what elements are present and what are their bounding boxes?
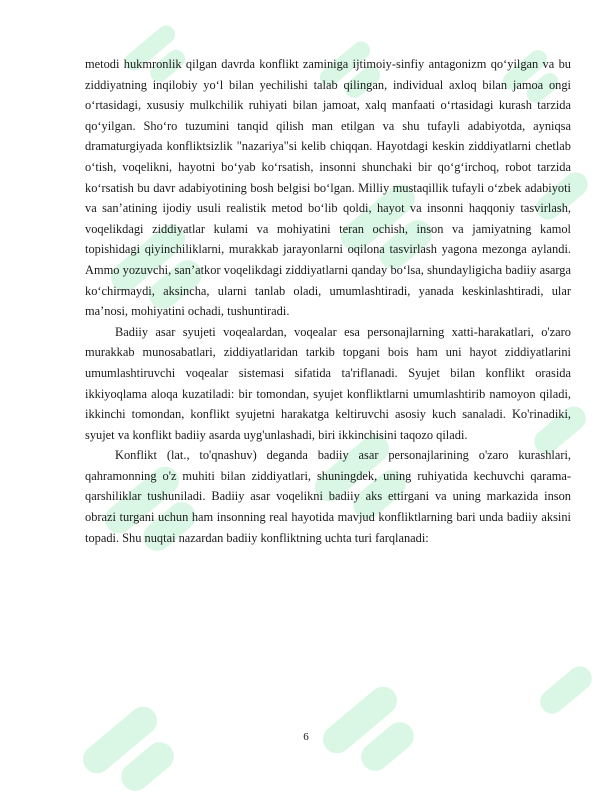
body-text [85, 54, 571, 548]
page-number: 6 [303, 731, 309, 743]
paragraph-continuation: metodi hukmronlik qilgan davrda konflikt zaminiga ijtimoiy-sinfiy antagonizm qo‘yilgan va bu ziddiyatning inqilobiy yo‘l bilan yechilishi talab qilingan, individual axloq bilan jamoa ongi o‘rtasidagi, xususiy mulkchilik ruhiyati bilan jamoat, xalq manfaati o‘rtasidagi kurash tarzida qo‘yilgan. Sho‘ro tuzumini tanqid qilish man etilgan va shu tufayli adabiyotda, ayniqsa dramaturgiyada konfliktsizlik "nazariya"si kelib chiqqan. Hayotdagi keskin ziddiyatlarni chetlab o‘tish, voqelikni, hayotni bo‘yab ko‘rsatish, insonni shunchaki bir qo‘g‘irchoq, robot tarzida ko‘rsatish bu davr adabiyotining bosh belgisi bo‘lgan. Milliy mustaqillik tufayli o‘zbek adabiyoti va san’atining ijodiy usuli realistik metod bo‘lib qoldi, hayot va insonni haqqoniy tasvirlash, voqelikdagi ziddiyatlar kulami va mohiyatini teran ochish, inson va jamiyatning kamol topishidagi qiyinchiliklarni, murakkab jarayonlarni oqilona tasvirlash yagona mezonga aylandi. Ammo yozuvchi, san’atkor voqelikdagi ziddiyatlarni qanday bo‘lsa, shundayligicha badiiy asarga ko‘chirmaydi, aksincha, ularni tanlab oladi, umumlashtiradi, yanada keskinlashtiradi, ular ma’nosi, mohiyatini ochadi, tushuntiradi. [85, 57, 571, 319]
paragraph-syujet: Badiiy asar syujeti voqealardan, voqealar esa personajlarning xatti-harakatlari, o'zaro murakkab munosabatlari, ziddiyatlaridan tarkib topgani bois ham uni hayot ziddiyatlarini umumlashtiruvchi voqealar sistemasi sifatida ta'riflanadi. Syujet bilan konflikt orasida ikkiyoqlama aloqa kuzatiladi: bir tomondan, syujet konfliktlarni umumlashtirib namoyon qiladi, ikkinchi tomondan, konflikt syujetni harakatga keltiruvchi asosiy kuch sanaladi. Ko'rinadiki, syujet va konflikt badiiy asarda uyg'unlashadi, biri ikkinchisini taqozo qiladi. [85, 324, 571, 442]
paragraph-konflikt: Konflikt (lat., to'qnashuv) deganda badiiy asar personajlarining o'zaro kurashlari, qahramonning o'z muhiti bilan ziddiyatlari, shuningdek, uning ruhiyatida kechuvchi qarama-qarshiliklar tushuniladi. Badiiy asar voqelikni badiiy aks ettirgani va uning markazida inson obrazi turgani uchun ham insonning real hayotida mavjud konfliktlarning bari unda badiiy aksini topadi. Shu nuqtai nazardan badiiy konfliktning uchta turi farqlanadi: [85, 448, 571, 545]
